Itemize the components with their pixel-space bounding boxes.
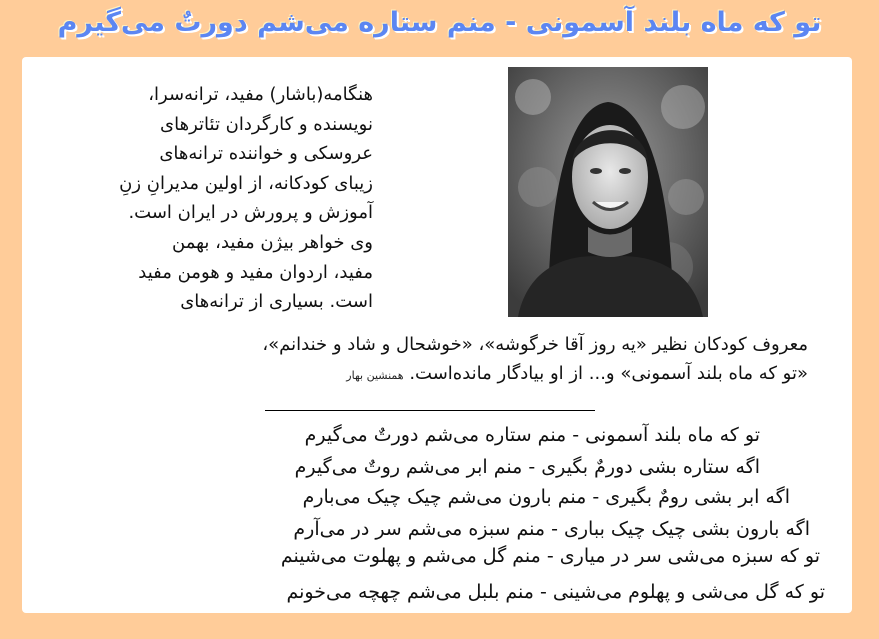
lyric-line: اگه ستاره بشی دورمٌ بگیری - منم ابر می‌شم روتٌ می‌گیرم <box>294 456 760 478</box>
bio-text <box>28 80 373 317</box>
lyric-line: تو که سبزه می‌شی سر در میاری - منم گل می‌شم و پهلوت می‌شینم <box>280 545 820 567</box>
bio-line: مفید، اردوان مفید و هومن مفید <box>138 261 373 283</box>
page-title: تو که ماه بلند آسمونی - منم ستاره می‌شم دورتٌ می‌گیرم <box>57 7 822 38</box>
credit-label: همنشین بهار <box>346 369 404 382</box>
bio-text-continued <box>40 330 808 388</box>
bio-line: وی خواهر بیژن مفید، بهمن <box>172 231 373 253</box>
bio-line: معروف کودکان نظیر «یه روز آقا خرگوشه»، «خوشحال و شاد و خندانم»، <box>262 334 808 355</box>
bio-line: نویسنده و کارگردان تئاترهای <box>160 113 373 135</box>
portrait-photo <box>508 67 708 317</box>
bio-line-text: «تو که ماه بلند آسمونی» و... از او بیادگار مانده‌است. <box>409 363 808 384</box>
portrait-photo-icon <box>508 67 708 317</box>
lyric-line: تو که ماه بلند آسمونی - منم ستاره می‌شم دورتٌ می‌گیرم <box>304 424 760 446</box>
bio-line: عروسکی و خواننده ترانه‌های <box>159 143 373 165</box>
bio-line: است. بسیاری از ترانه‌های <box>180 291 373 313</box>
bio-line: هنگامه(باشار) مفید، ترانه‌سرا، <box>148 84 373 105</box>
lyric-line: تو که گل می‌شی و پهلوم می‌شینی - منم بلبل می‌شم چهچه می‌خونم <box>286 581 825 603</box>
lyric-line: اگه ابر بشی رومٌ بگیری - منم بارون می‌شم چیک چیک می‌بارم <box>302 486 790 508</box>
bio-line: زیبای کودکانه، از اولین مدیرانِ زنِ <box>119 172 373 194</box>
bio-line: آموزش و پرورش در ایران است. <box>128 202 373 224</box>
lyric-line: اگه بارون بشی چیک چیک بباری - منم سبزه می‌شم سر در می‌آرم <box>293 518 810 540</box>
divider <box>265 410 595 411</box>
bio-line <box>40 359 808 388</box>
